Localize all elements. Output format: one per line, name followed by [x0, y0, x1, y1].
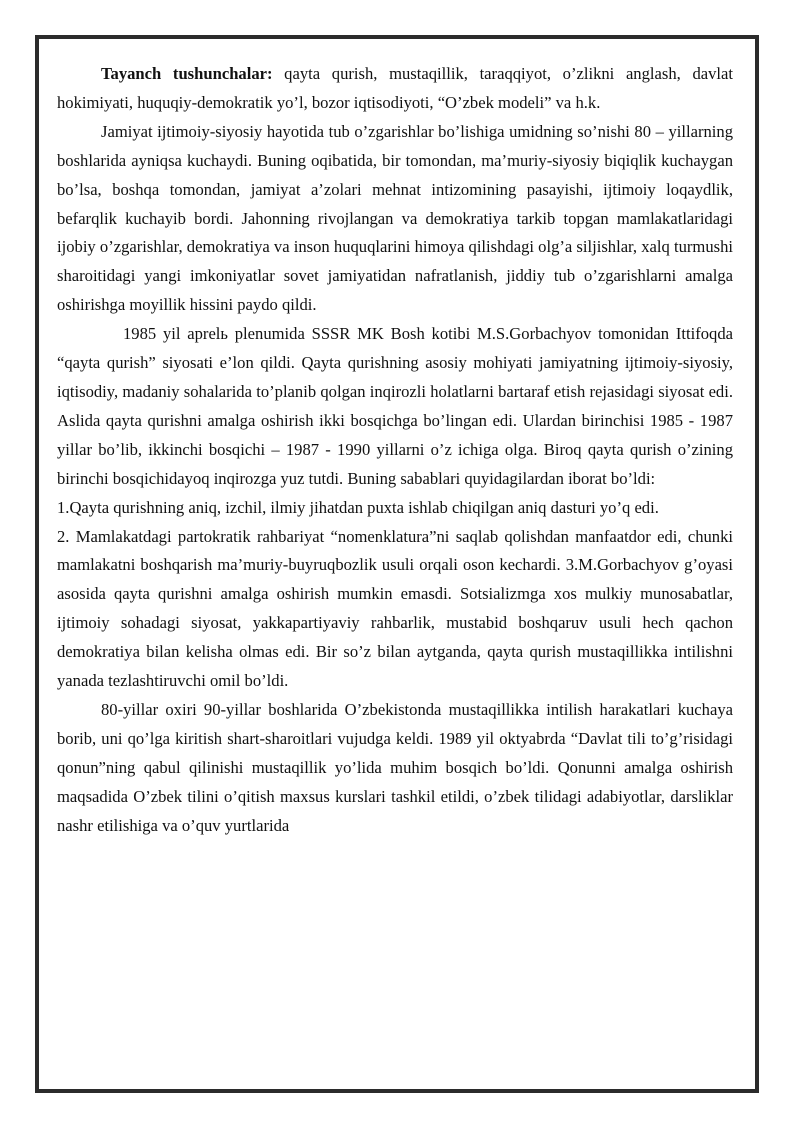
keywords-text: qayta qurish, mustaqillik, taraqqiyot, o’zlikni anglash, davlat hokimiyati, huquqiy-demokratik yo’l, bozor iqtisodiyoti, “O’zbek modeli” va h.k.: [57, 64, 733, 112]
keywords-label: Tayanch tushunchalar:: [101, 64, 273, 83]
keywords-paragraph: [57, 60, 733, 118]
paragraph-1: Jamiyat ijtimoiy-siyosiy hayotida tub o’zgarishlar bo’lishiga umidning so’nishi 80 – yillarning boshlarida ayniqsa kuchaydi. Buning oqibatida, bir tomondan, ma’muriy-siyosiy biqiqlik kuchaygan bo’lsa, boshqa tomondan, jamiyat a’zolari mehnat intizomining pasayishi, ijtimoiy loqaydlik, befarqlik kuchayib bordi. Jahonning rivojlangan va demokratiya tarkib topgan mamlakatlaridagi ijobiy o’zgarishlar, demokratiya va inson huquqlarini himoya qilishdagi olg’a siljishlar, xalq turmushi sharoitidagi yangi imkoniyatlar sovet jamiyatidan nafratlanish, jiddiy tub o’zgarishlarni amalga oshirishga moyillik hissini paydo qildi.: [57, 121, 733, 315]
paragraph-2: 1985 yil aprelь plenumida SSSR MK Bosh kotibi M.S.Gorbachyov tomonidan Ittifoqda “qayta qurish” siyosati e’lon qildi. Qayta qurishning asosiy mohiyati jamiyatning ijtimoiy-siyosiy, iqtisodiy, madaniy sohalarida to’planib qolgan inqirozli holatlarni bartaraf etish rejasidagi siyosat edi. Aslida qayta qurishni amalga oshirish ikki bosqichga bo’lingan edi. Ulardan birinchisi 1985 - 1987 yillar bo’lib, ikkinchi bosqichi – 1987 - 1990 yillarni o’z ichiga olga. Biroq qayta qurish o’zining birinchi bosqichidayoq inqirozga yuz tutdi. Buning sabablari quyidagilardan iborat bo’ldi:: [57, 324, 733, 488]
list-item-2-3: 2. Mamlakatdagi partokratik rahbariyat “nomenklatura”ni saqlab qolishdan manfaatdor edi, chunki mamlakatni boshqarish ma’muriy-buyruqbozlik usuli orqali oson kechardi. 3.M.Gorbachyov g’oyasi asosida qayta qurishni amalga oshirish mumkin emasdi. Sotsializmga xos mulkiy munosabatlar, ijtimoiy sohadagi siyosat, yakkapartiyaviy rahbarlik, mustabid boshqaruv usuli hech qachon demokratiya bilan kelisha olmas edi. Bir so’z bilan aytganda, qayta qurish mustaqillikka intilishni yanada tezlashtiruvchi omil bo’ldi.: [57, 526, 733, 691]
document-body: [57, 60, 733, 840]
paragraph-3: 80-yillar oxiri 90-yillar boshlarida O’zbekistonda mustaqillikka intilish harakatlari kuchaya borib, uni qo’lga kiritish shart-sharoitlari vujudga keldi. 1989 yil oktyabrda “Davlat tili to’g’risidagi qonun”ning qabul qilinishi mustaqillik yo’lida muhim bosqich bo’ldi. Qonunni amalga oshirish maqsadida O’zbek tilini o’qitish maxsus kurslari tashkil etildi, o’zbek tilidagi adabiyotlar, darsliklar nashr etilishiga va o’quv yurtlarida: [57, 699, 733, 835]
list-item-1: 1.Qayta qurishning aniq, izchil, ilmiy jihatdan puxta ishlab chiqilgan aniq dasturi yo’q edi.: [57, 497, 659, 517]
